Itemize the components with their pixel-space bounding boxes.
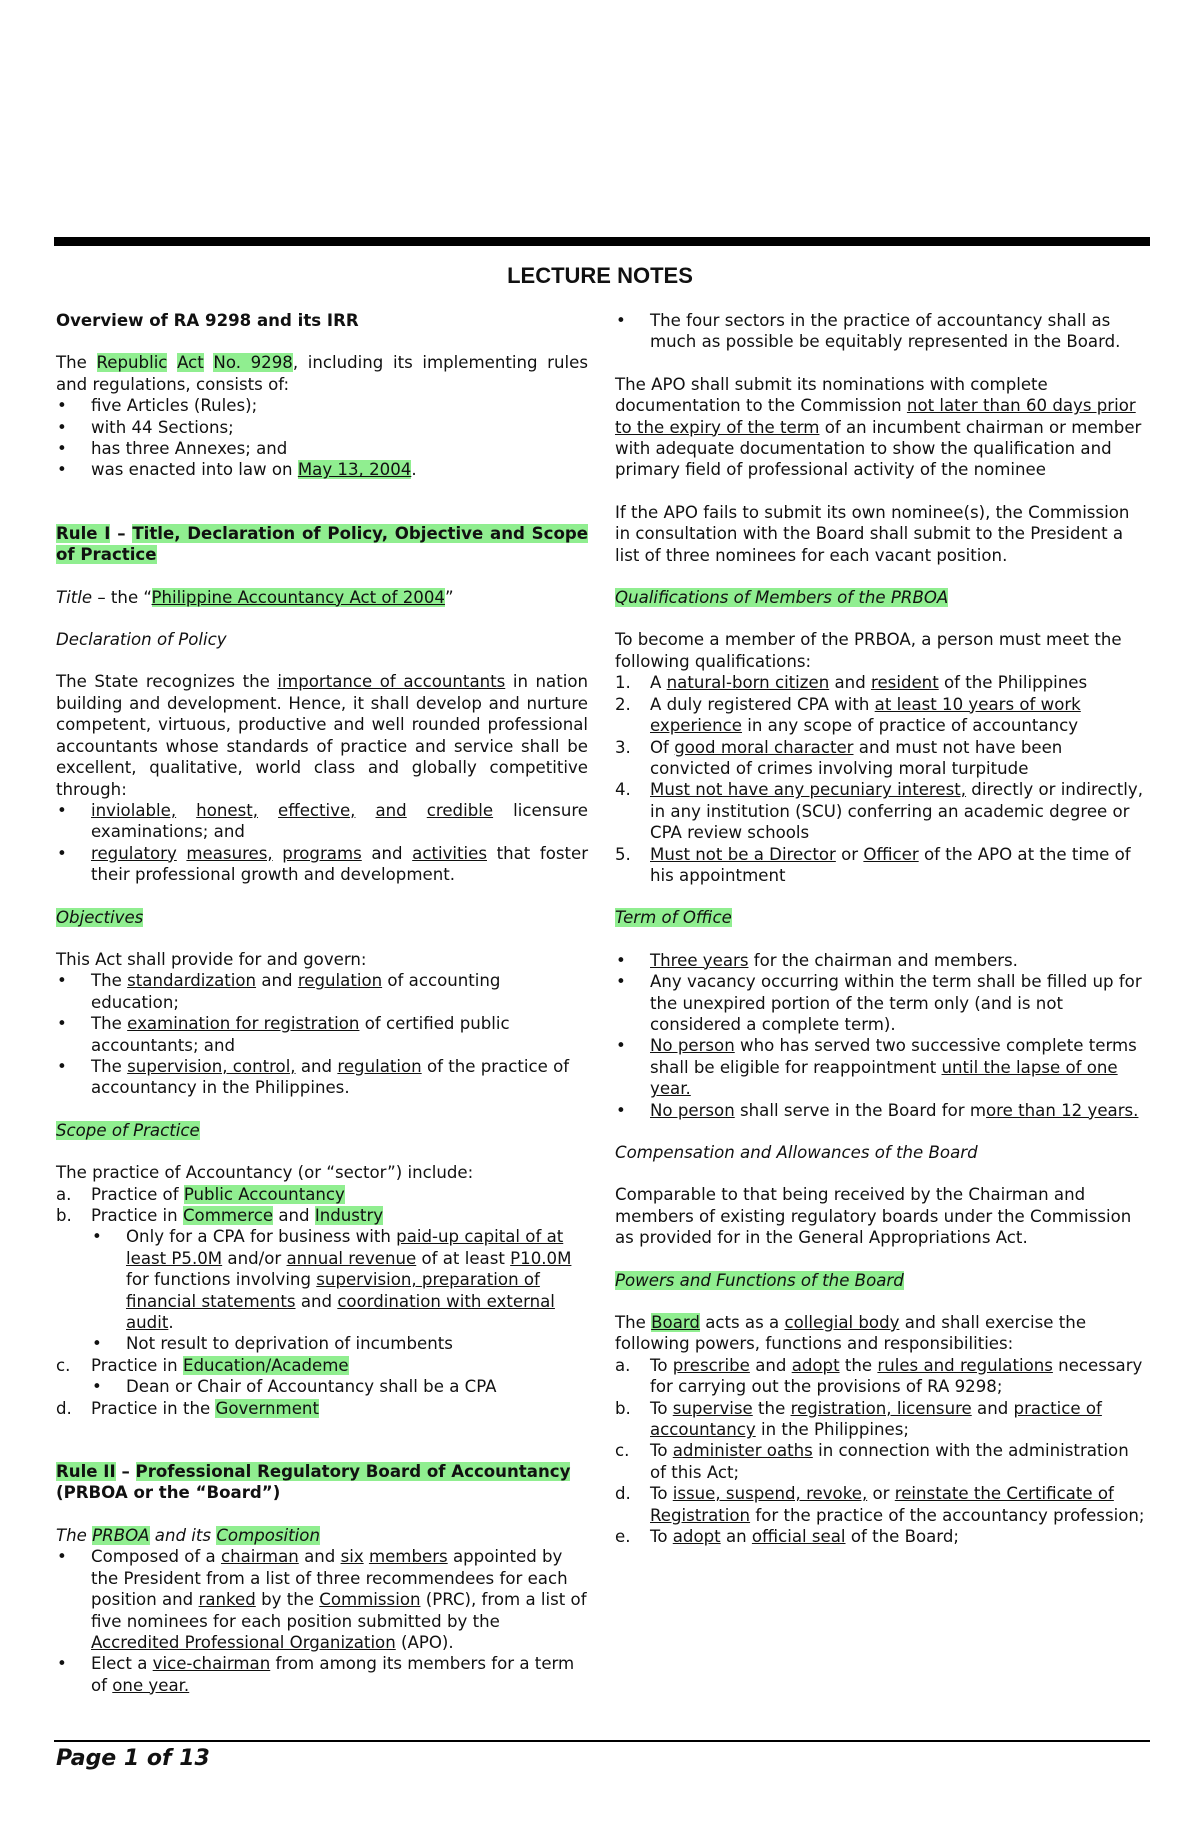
list-item: d. Practice in the Government [56, 1398, 319, 1418]
list-item: • The four sectors in the practice of accountancy shall as much as possible be equitably represented in the Board. [615, 310, 1148, 353]
list-item: • Not result to deprivation of incumbents [91, 1333, 588, 1354]
overview-heading: Overview of RA 9298 and its IRR [56, 311, 359, 330]
header-rule [54, 237, 1150, 246]
list-item: b. Practice in Commerce and Industry • Only for a CPA for business with paid-up capital of at least P5.0M and/or annual revenue of at least P10.0M for functions involving supervision, preparation of financial statements and coordination with external audit. • Not result to deprivation of incumbents [56, 1205, 588, 1355]
list-item: 2. A duly registered CPA with at least 10 years of work experience in any scope of practice of accountancy [615, 694, 1081, 736]
list-item: • with 44 Sections; [56, 417, 588, 438]
term-heading: Term of Office [615, 908, 732, 928]
qualifications-list [615, 672, 1148, 886]
compensation-heading: Compensation and Allowances of the Board [615, 1143, 978, 1162]
rule1-title-line: Title – the “Philippine Accountancy Act of 2004” [56, 587, 454, 607]
list-item: • was enacted into law on May 13, 2004. [56, 459, 588, 480]
overview-intro: The Republic Act No. 9298, including its implementing rules and regulations, consists of: [56, 353, 588, 394]
scope-intro: The practice of Accountancy (or “sector”) include: [56, 1163, 474, 1183]
list-item: • Only for a CPA for business with paid-up capital of at least P5.0M and/or annual revenue of at least P10.0M for functions involving supervision, preparation of financial statements and coordination with external audit. [91, 1226, 588, 1333]
list-item: a. To prescribe and adopt the rules and regulations necessary for carrying out the provisions of RA 9298; [615, 1355, 1143, 1397]
list-item: • Any vacancy occurring within the term shall be filled up for the unexpired portion of the term only (and is not considered a complete term). [615, 971, 1148, 1035]
powers-list [615, 1355, 1148, 1548]
list-item: • five Articles (Rules); [56, 395, 588, 416]
qualifications-heading: Qualifications of Members of the PRBOA [615, 588, 949, 608]
policy-heading: Declaration of Policy [56, 630, 227, 650]
list-item: c. To administer oaths in connection with the administration of this Act; [615, 1441, 1129, 1482]
composition-list [56, 1546, 588, 1696]
list-item: 4. Must not have any pecuniary interest, directly or indirectly, in any institution (SCU) conferring an academic degree or CPA review schools [615, 780, 1143, 843]
compensation-text: Comparable to that being received by the Chairman and members of existing regulatory boards under the Commission as provided for in the General Appropriations Act. [615, 1185, 1132, 1248]
qualifications-intro: To become a member of the PRBOA, a person must meet the following qualifications: [615, 630, 1122, 671]
list-item: 5. Must not be a Director or Officer of the APO at the time of his appointment [615, 844, 1131, 885]
powers-heading: Powers and Functions of the Board [615, 1270, 904, 1290]
overview-list [56, 395, 588, 481]
list-item: e. To adopt an official seal of the Board; [615, 1527, 959, 1547]
term-list [615, 950, 1148, 1121]
list-item: • Elect a vice-chairman from among its members for a term of one year. [56, 1653, 588, 1696]
apo-nomination-text: The APO shall submit its nominations with complete documentation to the Commission not later than 60 days prior to the expiry of the term of an incumbent chairman or member with adequate documentation to show the qualification and primary field of professional activity of the nominee [615, 374, 1142, 480]
list-item: • The supervision, control, and regulation of the practice of accountancy in the Philippines. [56, 1056, 588, 1099]
list-item: • The examination for registration of certified public accountants; and [56, 1013, 588, 1056]
list-item: • Dean or Chair of Accountancy shall be a CPA [91, 1376, 588, 1397]
list-item: • Composed of a chairman and six members appointed by the President from a list of three recommendees for each position and ranked by the Commission (PRC), from a list of five nominees for each position submitted by the Accredited Professional Organization (APO). [56, 1546, 588, 1653]
page-title: LECTURE NOTES [507, 263, 693, 288]
apo-fail-text: If the APO fails to submit its own nominee(s), the Commission in consultation with the Board shall submit to the President a list of three nominees for each vacant position. [615, 502, 1130, 565]
footer-rule [54, 1740, 1150, 1742]
rule1-heading: Rule I – Title, Declaration of Policy, Objective and Scope of Practice [56, 523, 588, 565]
list-item: d. To issue, suspend, revoke, or reinstate the Certificate of Registration for the practice of the accountancy profession; [615, 1484, 1145, 1525]
scope-list [56, 1184, 588, 1419]
list-item: • regulatory measures, programs and activities that foster their professional growth and development. [56, 843, 588, 886]
list-item: c. Practice in Education/Academe • Dean or Chair of Accountancy shall be a CPA [56, 1355, 588, 1398]
list-item: • has three Annexes; and [56, 438, 588, 459]
page-number: Page 1 of 13 [56, 1746, 210, 1771]
objectives-list [56, 970, 588, 1098]
powers-intro: The Board acts as a collegial body and shall exercise the following powers, functions and responsibilities: [615, 1313, 1087, 1354]
policy-list [56, 800, 588, 886]
right-column [615, 310, 1148, 1548]
list-item: 3. Of good moral character and must not have been convicted of crimes involving moral turpitude [615, 737, 1063, 778]
list-item: • inviolable, honest, effective, and credible licensure examinations; and [56, 800, 588, 843]
scope-b-sublist [91, 1226, 588, 1354]
list-item: • No person who has served two successive complete terms shall be eligible for reappointment until the lapse of one year. [615, 1035, 1148, 1099]
scope-heading: Scope of Practice [56, 1120, 200, 1140]
objectives-intro: This Act shall provide for and govern: [56, 949, 367, 969]
list-item: • The standardization and regulation of accounting education; [56, 970, 588, 1013]
composition-heading: The PRBOA and its Composition [56, 1525, 320, 1545]
list-item: • Three years for the chairman and members. [615, 950, 1148, 971]
list-item: b. To supervise the registration, licensure and practice of accountancy in the Philippines; [615, 1398, 1102, 1440]
list-item: • No person shall serve in the Board for more than 12 years. [615, 1100, 1148, 1121]
policy-text: The State recognizes the importance of accountants in nation building and development. Hence, it shall develop and nurture competent, virtuous, productive and well rounded professional accountants whose standards of practice and service shall be excellent, qualitative, world class and globally competitive through: [56, 672, 588, 799]
rule2-heading: Rule II – Professional Regulatory Board of Accountancy (PRBOA or the “Board”) [56, 1462, 571, 1503]
objectives-heading: Objectives [56, 907, 144, 927]
list-item: a. Practice of Public Accountancy [56, 1184, 345, 1204]
left-column [56, 310, 588, 1696]
scope-c-sublist [91, 1376, 588, 1397]
list-item: 1. A natural-born citizen and resident of the Philippines [615, 673, 1088, 693]
composition-list-cont [615, 310, 1148, 353]
